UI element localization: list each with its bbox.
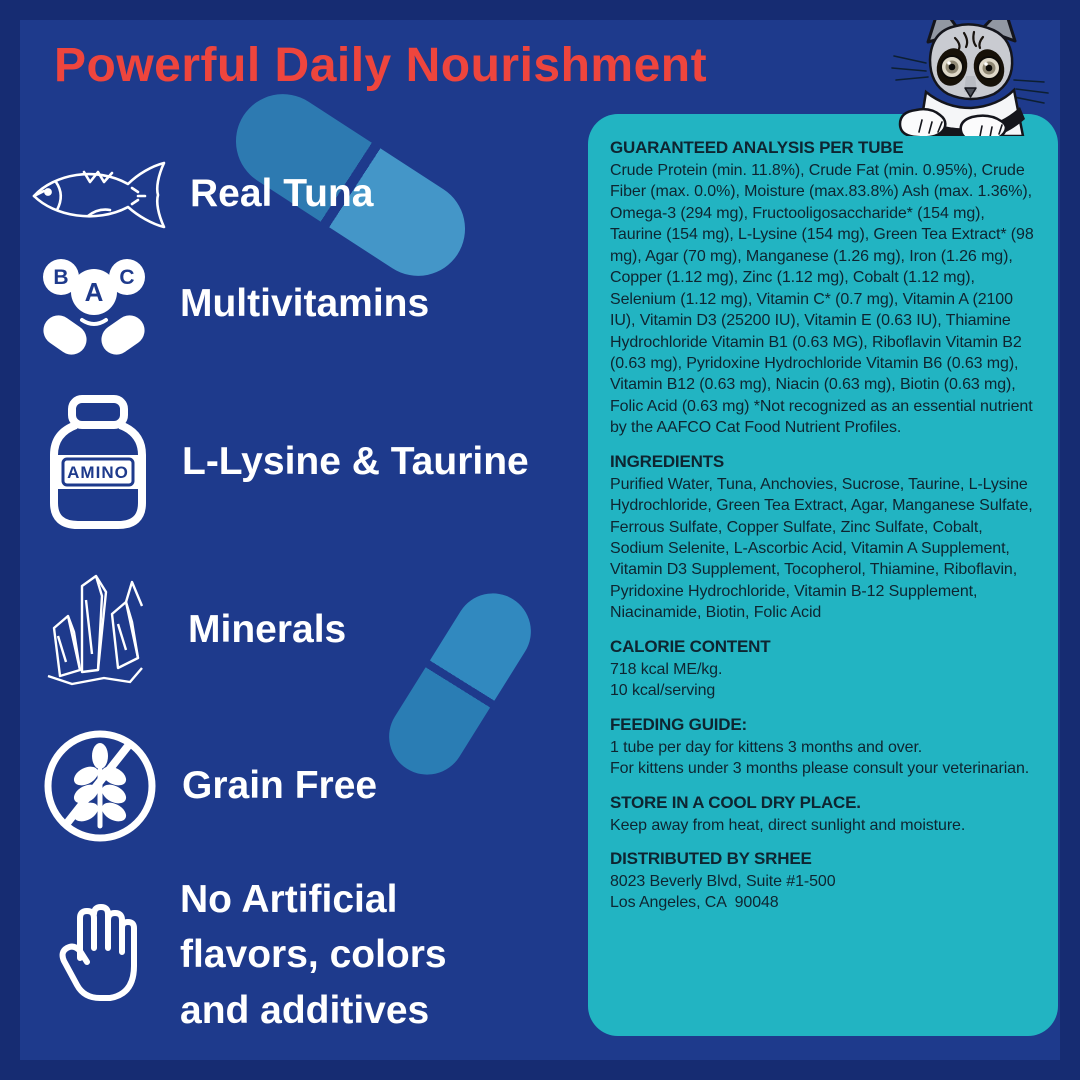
section-heading: CALORIE CONTENT <box>610 636 771 656</box>
amino-label: AMINO <box>67 463 129 482</box>
minerals-crystal-icon <box>34 566 156 694</box>
amino-jar-icon <box>42 393 154 531</box>
section-storage <box>610 793 1036 836</box>
feature-llysine-taurine <box>42 393 529 531</box>
section-heading: INGREDIENTS <box>610 451 724 471</box>
feature-label: Minerals <box>188 608 347 652</box>
section-heading: STORE IN A COOL DRY PLACE. <box>610 792 861 812</box>
section-line: 1 tube per day for kittens 3 months and over. <box>610 738 923 756</box>
feature-label: Multivitamins <box>180 282 430 326</box>
no-artificial-hand-icon <box>46 896 148 1014</box>
section-heading: DISTRIBUTED BY SRHEE <box>610 848 812 868</box>
page-title: Powerful Daily Nourishment <box>54 39 708 92</box>
section-line: Los Angeles, CA 90048 <box>610 894 779 912</box>
multivitamins-icon <box>38 250 150 358</box>
section-calorie-content <box>610 637 1036 702</box>
section-body: Purified Water, Tuna, Anchovies, Sucrose, Taurine, L-Lysine Hydrochloride, Green Tea Extract, Agar, Manganese Sulfate, Ferrous Sulfate, Copper Sulfate, Zinc Sulfate, Cobalt, Sodium Selenite, L-Ascorbic Acid, Vitamin A Supplement, Vitamin D3 Supplement, Tocopherol, Thiamine, Riboflavin, Pyridoxine Hydrochloride, Vitamin B-12 Supplement, Niacinamide, Biotin, Folic Acid <box>610 475 1033 622</box>
feature-label: Grain Free <box>182 764 378 808</box>
section-line: 10 kcal/serving <box>610 682 716 700</box>
section-ingredients <box>610 452 1036 624</box>
feature-multivitamins <box>38 250 429 358</box>
vitamin-letter-c: C <box>119 266 135 289</box>
feature-minerals <box>34 566 346 694</box>
section-guaranteed-analysis <box>610 138 1036 439</box>
section-heading: FEEDING GUIDE: <box>610 714 747 734</box>
section-heading: GUARANTEED ANALYSIS PER TUBE <box>610 138 904 157</box>
capsule-decoration-middle <box>375 579 545 789</box>
section-line: 8023 Beverly Blvd, Suite #1-500 <box>610 872 836 890</box>
feature-real-tuna <box>28 146 373 242</box>
vitamin-letter-b: B <box>53 266 69 289</box>
tuna-fish-icon <box>28 146 180 242</box>
vitamin-letter-a: A <box>84 277 104 307</box>
section-body: Crude Protein (min. 11.8%), Crude Fat (min. 0.95%), Crude Fiber (max. 0.0%), Moisture (max.83.8%) Ash (max. 1.36%), Omega-3 (294 mg), Fructooligosaccharide* (154 mg), Taurine (154 mg), L-Lysine (154 mg), Green Tea Extract* (98 mg), Agar (70 mg), Manganese (1.26 mg), Iron (1.26 mg), Copper (1.12 mg), Zinc (1.12 mg), Cobalt (1.12 mg), Selenium (1.12 mg), Vitamin C* (0.7 mg), Vitamin A (2100 IU), Vitamin D3 (25200 IU), Vitamin E (0.63 IU), Thiamine Hydrochloride Vitamin B1 (0.63 MG), Riboflavin Vitamin B2 (0.63 mg), Pyridoxine Hydrochloride Vitamin B6 (0.63 mg), Vitamin B12 (0.63 mg), Niacin (0.63 mg), Biotin (0.63 mg), Folic Acid (0.63 mg) *Not recognized as an essential nutrient by the AAFCO Cat Food Nutrient Profiles. <box>610 162 1034 437</box>
feature-grain-free <box>40 726 377 846</box>
feature-no-artificial <box>46 872 490 1038</box>
grain-free-icon <box>40 726 160 846</box>
section-distributor <box>610 849 1036 914</box>
section-line: For kittens under 3 months please consult your veterinarian. <box>610 760 1030 778</box>
nutrition-info-panel <box>588 114 1058 1036</box>
feature-label: Real Tuna <box>190 172 374 216</box>
section-body: Keep away from heat, direct sunlight and moisture. <box>610 816 966 834</box>
feature-label: L-Lysine & Taurine <box>182 440 529 484</box>
cat-illustration <box>886 0 1056 136</box>
section-line: 718 kcal ME/kg. <box>610 660 723 678</box>
section-feeding-guide <box>610 715 1036 780</box>
feature-label: No Artificial flavors, colors and additives <box>180 878 447 1032</box>
